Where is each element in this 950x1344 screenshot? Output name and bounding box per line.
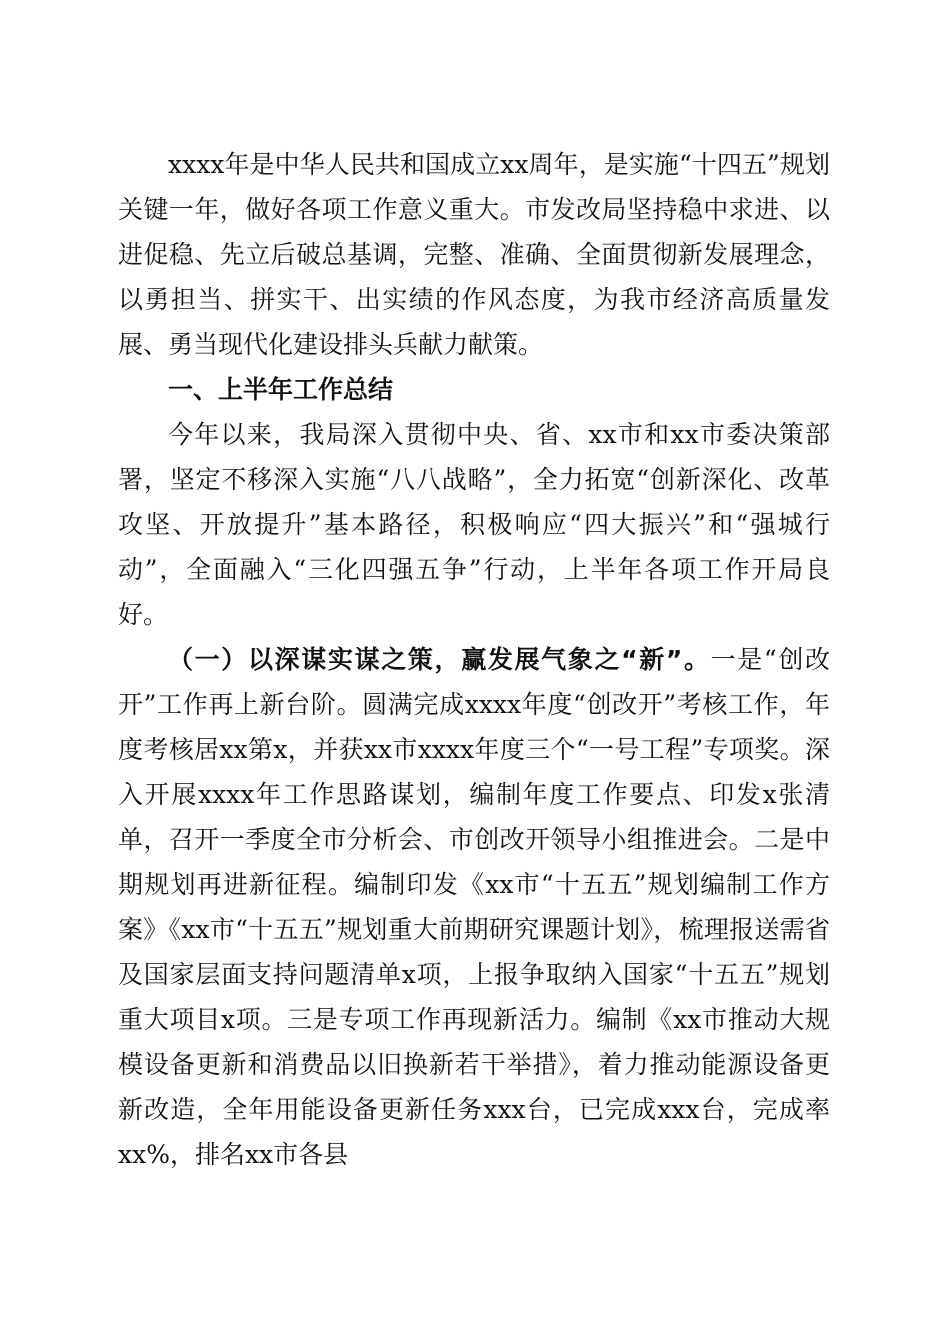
subsection-body: 一是“创改开”工作再上新台阶。圆满完成xxxx年度“创改开”考核工作，年度考核居xx第x，并获xx市xxxx年度三个“一号工程”专项奖。深入开展xxxx年工作思路谋划，编制年度工作要点、印发x张清单，召开一季度全市分析会、市创改开领导小组推进会。二是中期规划再进新征程。编制印发《xx市“十五五”规划编制工作方案》《xx市“十五五”规划重大前期研究课题计划》，梳理报送需省及国家层面支持问题清单x项，上报争取纳入国家“十五五”规划重大项目x项。三是专项工作再现新活力。编制《xx市推动大规模设备更新和消费品以旧换新若干举措》，着力推动能源设备更新改造，全年用能设备更新任务xxx台，已完成xxx台，完成率xx%，排名xx市各县: [118, 645, 830, 1169]
document-page: [118, 142, 830, 1177]
section-intro-paragraph: 今年以来，我局深入贯彻中央、省、xx市和xx市委决策部署，坚定不移深入实施“八八战略”，全力拓宽“创新深化、改革攻坚、开放提升”基本路径，积极响应“四大振兴”和“强城行动”，全面融入“三化四强五争”行动，上半年各项工作开局良好。: [118, 420, 830, 629]
section-heading: 一、上半年工作总结: [168, 375, 394, 404]
subsection-heading: （一）以深谋实谋之策，赢发展气象之“新”。: [168, 645, 711, 674]
intro-paragraph: xxxx年是中华人民共和国成立xx周年，是实施“十四五”规划关键一年，做好各项工作意义重大。市发改局坚持稳中求进、以进促稳、先立后破总基调，完整、准确、全面贯彻新发展理念，以勇担当、拼实干、出实绩的作风态度，为我市经济高质量发展、勇当现代化建设排头兵献力献策。: [118, 150, 830, 359]
subsection-paragraph: [118, 637, 830, 1177]
